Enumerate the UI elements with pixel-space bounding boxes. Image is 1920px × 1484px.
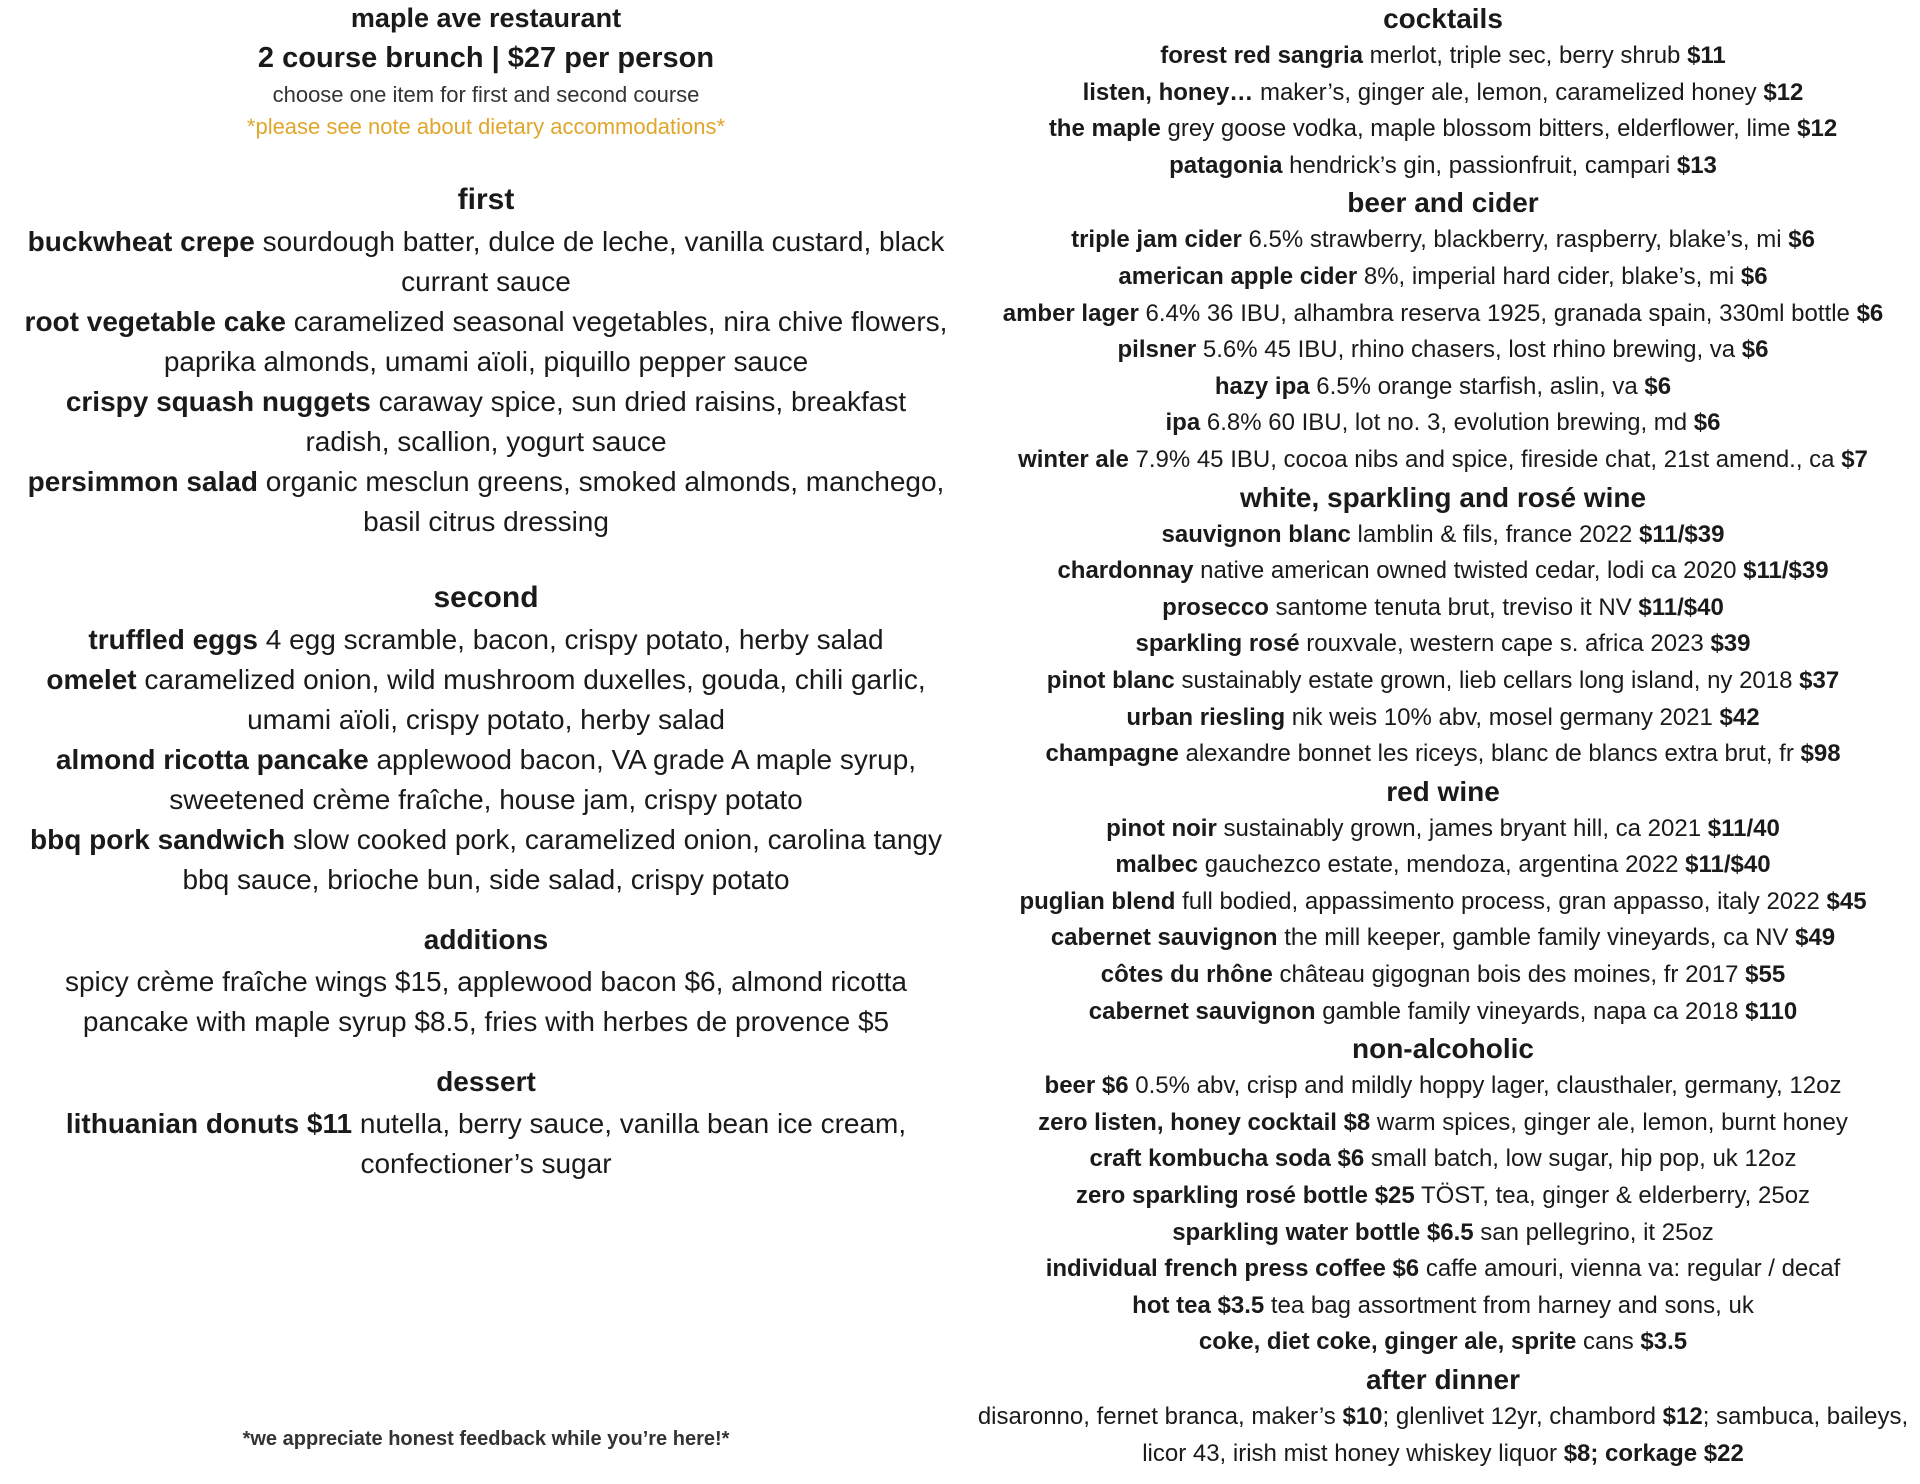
item-desc: native american owned twisted cedar, lodi ca 2020 [1193,557,1744,585]
item-price: $11/$39 [1743,557,1829,585]
after-text-1: disaronno, fernet branca, maker’s [977,1403,1343,1430]
item-name: cabernet sauvignon [1050,924,1278,952]
menu-item [8,620,964,660]
additions-list: spicy crème fraîche wings $15, applewood bacon $6, almond ricotta pancake with maple syrup $8.5, fries with herbes de provence $5 [64,966,908,1037]
item-price: $13 [1676,151,1717,179]
item-desc: small batch, low sugar, hip pop, uk 12oz [1364,1145,1797,1173]
item-name: american apple cider [1118,262,1358,290]
item-price: $49 [1795,924,1836,952]
drink-item [968,700,1918,737]
item-price: $12 [1763,78,1804,106]
item-desc: 6.8% 60 IBU, lot no. 3, evolution brewing, md [1200,409,1694,437]
section-heading-first: first [457,183,515,216]
item-name: coke, diet coke, ginger ale, sprite [1198,1328,1577,1356]
item-desc: alexandre bonnet les riceys, blanc de blancs extra brut, fr [1178,740,1801,768]
menu-item [8,1104,964,1184]
section-heading-after-dinner: after dinner [1365,1364,1521,1395]
item-name: malbec [1115,851,1199,879]
item-price: $11/$40 [1638,593,1724,621]
item-desc: caraway spice, sun dried raisins, breakfast radish, scallion, yogurt sauce [305,386,907,457]
item-name: root vegetable cake [24,306,286,337]
item-desc: gamble family vineyards, napa ca 2018 [1315,997,1746,1025]
item-price: $42 [1719,703,1760,731]
item-name: individual french press coffee $6 [1045,1255,1420,1283]
brunch-column [8,0,964,1184]
item-desc: sustainably grown, james bryant hill, ca 2021 [1216,814,1708,842]
menu-item [8,382,964,462]
item-name: truffled eggs [88,624,258,655]
item-name: prosecco [1162,593,1269,621]
item-name: champagne [1045,740,1179,768]
item-desc: caramelized seasonal vegetables, nira chive flowers, paprika almonds, umami aïoli, piquillo pepper sauce [163,306,948,377]
drink-item [968,517,1918,554]
item-desc: 7.9% 45 IBU, cocoa nibs and spice, fireside chat, 21st amend., ca [1128,445,1842,473]
item-name: sparkling water bottle $6.5 [1172,1218,1474,1246]
item-name: sauvignon blanc [1161,520,1351,548]
item-price: $7 [1841,445,1868,473]
drink-item [968,111,1918,148]
section-heading-red-wine: red wine [1386,775,1500,807]
section-heading-additions: additions [423,924,549,955]
drink-item [968,1068,1918,1105]
item-desc: slow cooked pork, caramelized onion, carolina tangy bbq sauce, brioche bun, side salad, crispy potato [182,824,942,895]
item-name: pilsner [1117,336,1197,364]
item-price: $12 [1797,115,1838,143]
section-heading-beer: beer and cider [1347,187,1539,219]
item-desc: château gigognan bois des moines, fr 2017 [1272,961,1746,989]
item-desc: merlot, triple sec, berry shrub [1362,42,1688,69]
after-price-2: $12 [1662,1403,1703,1430]
item-name: listen, honey… [1082,78,1254,106]
item-price: $55 [1745,961,1786,989]
item-name: almond ricotta pancake [55,744,369,775]
item-price: $6 [1740,262,1768,290]
item-desc: applewood bacon, VA grade A maple syrup, sweetened crème fraîche, house jam, crispy potato [169,744,917,815]
item-desc: grey goose vodka, maple blossom bitters, elderflower, lime [1160,115,1798,143]
item-price: $11/40 [1707,814,1780,842]
drink-item [968,920,1918,957]
drink-item [968,75,1918,112]
item-desc: caffe amouri, vienna va: regular / decaf [1419,1255,1841,1283]
item-name: patagonia [1169,151,1283,179]
item-name: omelet [46,664,137,695]
restaurant-name: maple ave restaurant [350,3,622,33]
item-price: $11 [1687,42,1726,69]
item-desc: 6.5% strawberry, blackberry, raspberry, blake’s, mi [1241,226,1789,254]
drink-item [968,1141,1918,1178]
item-desc: sourdough batter, dulce de leche, vanilla custard, black currant sauce [254,226,945,297]
item-desc: 6.5% orange starfish, aslin, va [1309,372,1645,400]
drink-item [968,296,1918,333]
item-name: ipa [1165,409,1201,437]
drink-item [968,626,1918,663]
item-desc: lamblin & fils, france 2022 [1350,520,1640,548]
drink-item [968,332,1918,369]
item-desc: nik weis 10% abv, mosel germany 2021 [1285,703,1720,731]
item-name: amber lager [1002,299,1139,327]
item-name: côtes du rhône [1100,961,1273,989]
item-desc: 8%, imperial hard cider, blake’s, mi [1357,262,1741,290]
menu-item [8,462,964,542]
item-name: pinot blanc [1046,666,1175,694]
item-desc: sustainably estate grown, lieb cellars long island, ny 2018 [1174,666,1800,694]
menu-item [8,302,964,382]
item-name: triple jam cider [1071,226,1242,254]
item-price: $110 [1745,997,1798,1025]
after-price-3: $8; corkage $22 [1563,1439,1744,1467]
item-name: pinot noir [1106,814,1217,842]
item-price: $39 [1710,630,1751,658]
drink-item [968,994,1918,1031]
section-heading-dessert: dessert [436,1066,536,1097]
item-name: chardonnay [1057,557,1194,585]
item-price: $3.5 [1640,1328,1688,1356]
drink-item [968,442,1918,479]
section-heading-second: second [433,581,539,614]
section-heading-white-wine: white, sparkling and rosé wine [1239,481,1647,513]
item-desc: nutella, berry sauce, vanilla bean ice cream, confectioner’s sugar [352,1108,907,1179]
item-price: $6 [1856,299,1884,327]
item-price: $6 [1788,226,1815,254]
drinks-column [968,0,1918,1472]
menu-item [8,740,964,820]
item-name: puglian blend [1019,887,1176,915]
section-heading-non-alcoholic: non-alcoholic [1352,1033,1534,1065]
drink-item [968,736,1918,773]
item-desc: 5.6% 45 IBU, rhino chasers, lost rhino brewing, va [1196,336,1742,364]
item-desc: caramelized onion, wild mushroom duxelles, gouda, chili garlic, umami aïoli, crispy potato, herby salad [136,664,926,735]
drink-item [968,1324,1918,1361]
menu-item [8,660,964,740]
drink-item [968,222,1918,259]
item-price: $11/$39 [1639,520,1725,548]
item-desc: rouxvale, western cape s. africa 2023 [1299,630,1711,658]
drink-item [968,884,1918,921]
menu-item [8,222,964,302]
item-price: $98 [1800,740,1841,768]
item-desc: gauchezco estate, mendoza, argentina 2022 [1198,851,1686,879]
item-price: $6 [1693,409,1721,437]
drink-item [968,1105,1918,1142]
item-desc: santome tenuta brut, treviso it NV [1268,593,1639,621]
drink-item [968,1251,1918,1288]
item-name: lithuanian donuts $11 [65,1108,353,1139]
after-dinner-list [968,1399,1918,1472]
drink-item [968,847,1918,884]
drink-item [968,38,1918,75]
after-price-1: $10 [1342,1403,1383,1430]
drink-item [968,1178,1918,1215]
item-name: craft kombucha soda $6 [1089,1145,1365,1173]
item-price: $45 [1826,887,1867,915]
item-desc: full bodied, appassimento process, gran appasso, italy 2022 [1175,887,1827,915]
after-text-2: ; glenlivet 12yr, chambord [1382,1403,1663,1430]
item-desc: hendrick’s gin, passionfruit, campari [1282,151,1677,179]
item-desc: maker’s, ginger ale, lemon, caramelized honey [1253,78,1764,106]
item-name: winter ale [1018,445,1129,473]
item-desc: cans [1576,1328,1641,1356]
item-name: hazy ipa [1214,372,1310,400]
drink-item [968,259,1918,296]
item-name: cabernet sauvignon [1088,997,1316,1025]
item-name: beer $6 [1044,1072,1129,1100]
item-name: the maple [1048,115,1161,143]
item-name: bbq pork sandwich [30,824,286,855]
item-desc: warm spices, ginger ale, lemon, burnt honey [1370,1108,1848,1136]
item-name: zero sparkling rosé bottle $25 [1075,1182,1415,1210]
drink-item [968,148,1918,185]
item-price: $6 [1644,372,1672,400]
drink-item [968,1288,1918,1325]
dietary-note: *please see note about dietary accommodations* [246,114,726,139]
item-desc: 6.4% 36 IBU, alhambra reserva 1925, granada spain, 330ml bottle [1138,299,1857,327]
item-name: sparkling rosé [1135,630,1300,658]
after-text-3: ; sambuca, baileys, licor 43, irish mist honey whiskey liquor [1142,1403,1909,1467]
item-desc: san pellegrino, it 25oz [1473,1218,1714,1246]
drink-item [968,663,1918,700]
brunch-offer: 2 course brunch | $27 per person [257,42,715,74]
item-name: buckwheat crepe [27,226,255,257]
section-heading-cocktails: cocktails [1383,3,1503,34]
item-desc: the mill keeper, gamble family vineyards, ca NV [1277,924,1796,952]
item-name: crispy squash nuggets [65,386,371,417]
course-instructions: choose one item for first and second course [272,82,700,107]
item-name: urban riesling [1126,703,1286,731]
drink-item [968,405,1918,442]
feedback-note: *we appreciate honest feedback while you’re here!* [242,1428,730,1450]
item-desc: 0.5% abv, crisp and mildly hoppy lager, clausthaler, germany, 12oz [1128,1072,1842,1100]
item-name: persimmon salad [27,466,258,497]
item-name: zero listen, honey cocktail $8 [1038,1108,1371,1136]
drink-item [968,811,1918,848]
item-price: $6 [1741,336,1769,364]
menu-item [8,820,964,900]
drink-item [968,1215,1918,1252]
drink-item [968,957,1918,994]
item-desc: 4 egg scramble, bacon, crispy potato, herby salad [257,624,884,655]
item-desc: TÖST, tea, ginger & elderberry, 25oz [1414,1182,1811,1210]
item-price: $37 [1799,666,1840,694]
item-price: $11/$40 [1685,851,1771,879]
item-name: forest red sangria [1160,42,1363,69]
drink-item [968,590,1918,627]
drink-item [968,369,1918,406]
item-desc: tea bag assortment from harney and sons, uk [1264,1291,1754,1319]
item-desc: organic mesclun greens, smoked almonds, manchego, basil citrus dressing [257,466,945,537]
item-name: hot tea $3.5 [1132,1291,1265,1319]
drink-item [968,553,1918,590]
